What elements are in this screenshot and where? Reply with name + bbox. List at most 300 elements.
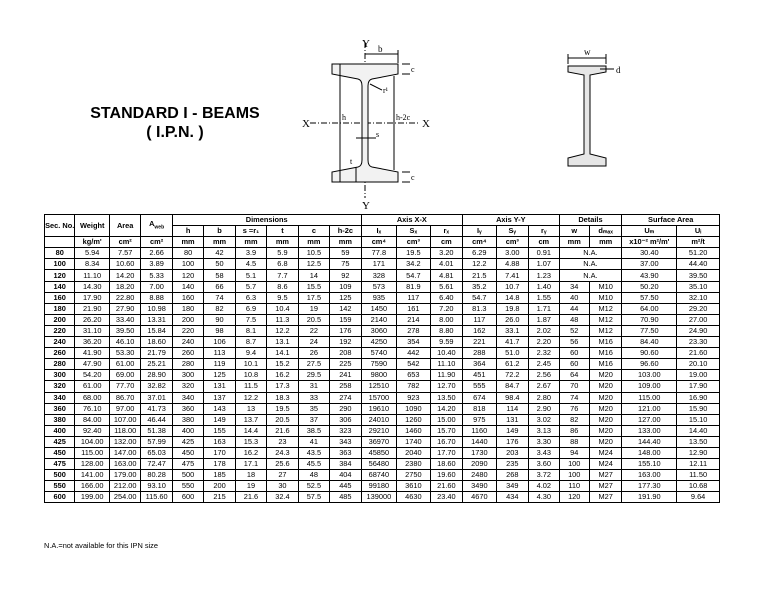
table-cell: 75 (330, 259, 362, 270)
table-cell: 53.30 (109, 348, 140, 359)
table-row (45, 436, 720, 447)
units-cell: mm (204, 237, 235, 248)
table-cell: 64.00 (622, 303, 677, 314)
dim-h-label: h (342, 113, 346, 122)
table-cell: 68.00 (75, 392, 110, 403)
table-cell: 21.5 (463, 270, 496, 281)
table-cell: 4630 (397, 492, 430, 503)
table-cell: 37.01 (141, 392, 172, 403)
table-cell: 8.80 (430, 325, 462, 336)
header-axis-yy: Axis Y-Y (463, 215, 559, 226)
table-cell: 177.30 (622, 481, 677, 492)
table-cell: 451 (463, 370, 496, 381)
table-cell: 25.21 (141, 359, 172, 370)
table-cell: 19 (235, 481, 266, 492)
table-cell: 11.10 (430, 359, 462, 370)
table-cell: 12.2 (235, 392, 266, 403)
table-cell: M12 (589, 303, 621, 314)
units-cell: mm (267, 237, 298, 248)
table-cell: 47.90 (75, 359, 110, 370)
table-cell: 29.5 (298, 370, 329, 381)
table-cell: 19.8 (496, 303, 528, 314)
table-cell: N.A. (559, 270, 622, 281)
table-cell: 2.66 (141, 248, 172, 259)
table-cell: 2.02 (529, 325, 559, 336)
table-cell: 7590 (361, 359, 397, 370)
table-cell: M20 (589, 436, 621, 447)
table-cell: 450 (172, 447, 203, 458)
table-cell: 9.64 (677, 492, 720, 503)
table-cell: M27 (589, 492, 621, 503)
table-cell: 21.60 (430, 481, 462, 492)
table-cell: 475 (45, 459, 75, 470)
table-cell: 5.61 (430, 281, 462, 292)
table-cell: M12 (589, 325, 621, 336)
table-cell: 40 (559, 292, 589, 303)
table-row (45, 248, 720, 259)
table-cell: 450 (45, 447, 75, 458)
table-cell: 5740 (361, 348, 397, 359)
table-cell: 11.90 (430, 370, 462, 381)
table-cell: M20 (589, 381, 621, 392)
table-cell: 3.89 (141, 259, 172, 270)
table-cell: M16 (589, 348, 621, 359)
table-cell: 5.7 (235, 281, 266, 292)
table-cell: 2.45 (529, 359, 559, 370)
table-cell: 14.20 (430, 403, 462, 414)
table-cell: 84.40 (622, 337, 677, 348)
table-cell: 2.20 (529, 337, 559, 348)
table-cell: 77.70 (109, 381, 140, 392)
table-cell: 36970 (361, 436, 397, 447)
table-cell: 76 (559, 403, 589, 414)
table-cell: 2480 (463, 470, 496, 481)
table-cell: 92 (330, 270, 362, 281)
table-cell: 2.90 (529, 403, 559, 414)
table-cell: 54.7 (397, 270, 430, 281)
units-cell: kg/m' (75, 237, 110, 248)
table-cell: 90 (204, 314, 235, 325)
table-cell: 36.20 (75, 337, 110, 348)
table-cell: 3.02 (529, 414, 559, 425)
table-cell: 51.0 (496, 348, 528, 359)
table-cell: 163.00 (109, 459, 140, 470)
table-cell: 100 (559, 470, 589, 481)
table-cell: 500 (172, 470, 203, 481)
page-subtitle: ( I.P.N. ) (146, 124, 204, 141)
table-cell: M24 (589, 447, 621, 458)
table-cell: 180 (172, 303, 203, 314)
table-cell: 384 (330, 459, 362, 470)
table-cell: 17.90 (677, 381, 720, 392)
table-cell: 1730 (463, 447, 496, 458)
table-cell: 17.5 (298, 292, 329, 303)
table-cell: 4.02 (529, 481, 559, 492)
table-cell: 17.70 (430, 447, 462, 458)
table-row (45, 403, 720, 414)
table-cell: 445 (330, 481, 362, 492)
table-cell: 3.30 (529, 436, 559, 447)
table-cell: 11.3 (267, 314, 298, 325)
table-cell: 782 (397, 381, 430, 392)
table-cell: 16.2 (235, 447, 266, 458)
table-cell: 6.9 (235, 303, 266, 314)
table-cell: 21.60 (677, 348, 720, 359)
table-cell: 15.70 (430, 425, 462, 436)
table-cell: 340 (172, 392, 203, 403)
table-cell: 15.5 (298, 281, 329, 292)
table-cell: 35 (298, 403, 329, 414)
table-cell: 115.00 (75, 447, 110, 458)
table-cell: M27 (589, 481, 621, 492)
units-cell: mm (559, 237, 589, 248)
table-cell: 54.20 (75, 370, 110, 381)
axis-x-left-label: X (302, 118, 310, 130)
table-cell: 118.00 (109, 425, 140, 436)
table-cell: 147.00 (109, 447, 140, 458)
units-cell: mm (298, 237, 329, 248)
table-cell: 141.00 (75, 470, 110, 481)
table-cell: 57.99 (141, 436, 172, 447)
table-cell: 159 (330, 314, 362, 325)
table-cell: 18.20 (109, 281, 140, 292)
table-cell: 18 (235, 470, 266, 481)
table-cell: 15.3 (235, 436, 266, 447)
table-cell: 10.68 (677, 481, 720, 492)
table-cell: 113 (204, 348, 235, 359)
footnote: N.A.=not available for this IPN size (44, 541, 158, 550)
table-cell: 137 (204, 392, 235, 403)
table-cell: 221 (463, 337, 496, 348)
table-cell: 240 (172, 337, 203, 348)
table-cell: 1440 (463, 436, 496, 447)
table-cell: 818 (463, 403, 496, 414)
table-cell: 1.71 (529, 303, 559, 314)
table-cell: 7.7 (267, 270, 298, 281)
table-cell: 280 (45, 359, 75, 370)
units-cell: mm (330, 237, 362, 248)
table-cell: 148.00 (622, 447, 677, 458)
table-cell: 65.03 (141, 447, 172, 458)
table-cell: 2.32 (529, 348, 559, 359)
table-cell: 10.5 (298, 248, 329, 259)
table-cell: 25.6 (267, 459, 298, 470)
table-cell: 82 (204, 303, 235, 314)
table-cell: 59 (330, 248, 362, 259)
table-cell: 160 (172, 292, 203, 303)
table-cell: 88 (559, 436, 589, 447)
table-cell: 117 (463, 314, 496, 325)
table-cell: 16.70 (430, 436, 462, 447)
table-cell: 26 (298, 348, 329, 359)
table-cell: 13.31 (141, 314, 172, 325)
table-cell: 80 (45, 248, 75, 259)
table-cell: 240 (45, 337, 75, 348)
table-cell: 2040 (397, 447, 430, 458)
dim-w-label: w (584, 47, 591, 57)
table-cell: 1090 (397, 403, 430, 414)
subheader-cell: Sₓ (397, 226, 430, 237)
units-cell: cm³ (496, 237, 528, 248)
table-row (45, 292, 720, 303)
table-cell: 4250 (361, 337, 397, 348)
table-cell: 33.40 (109, 314, 140, 325)
table-cell: 120 (559, 492, 589, 503)
table-cell: 3490 (463, 481, 496, 492)
table-cell: M16 (589, 337, 621, 348)
table-cell: 3.13 (529, 425, 559, 436)
table-cell: 15.84 (141, 325, 172, 336)
table-cell: 41.90 (75, 348, 110, 359)
table-cell: 131 (204, 381, 235, 392)
header-aweb: $A_{web}$ (141, 215, 172, 237)
table-cell: 12.90 (677, 447, 720, 458)
table-row (45, 414, 720, 425)
table-cell: 92.40 (75, 425, 110, 436)
table-cell: 320 (172, 381, 203, 392)
table-cell: 44.40 (677, 259, 720, 270)
table-cell: 1450 (361, 303, 397, 314)
subheader-cell: rₓ (430, 226, 462, 237)
table-cell: 81.9 (397, 281, 430, 292)
table-cell: 363 (330, 447, 362, 458)
table-cell: 573 (361, 281, 397, 292)
dim-b-label: b (378, 44, 383, 54)
table-cell: 18.60 (141, 337, 172, 348)
table-cell: 11.5 (235, 381, 266, 392)
table-row (45, 314, 720, 325)
table-cell: 81.3 (463, 303, 496, 314)
header-axis-xx: Axis X-X (361, 215, 462, 226)
table-cell: 3610 (397, 481, 430, 492)
table-cell: 555 (463, 381, 496, 392)
table-cell: 4.30 (529, 492, 559, 503)
table-cell: 29210 (361, 425, 397, 436)
table-cell: 51.38 (141, 425, 172, 436)
table-cell: 600 (172, 492, 203, 503)
table-cell: 139000 (361, 492, 397, 503)
table-cell: 93.10 (141, 481, 172, 492)
table-cell: N.A. (559, 248, 622, 259)
table-row (45, 392, 720, 403)
table-cell: 10.40 (430, 348, 462, 359)
units-cell: cm⁴ (463, 237, 496, 248)
table-cell: 306 (330, 414, 362, 425)
table-cell: 191.90 (622, 492, 677, 503)
table-cell: 380 (172, 414, 203, 425)
table-cell: 131 (496, 414, 528, 425)
table-cell: 110 (559, 481, 589, 492)
table-cell: 15.10 (677, 414, 720, 425)
table-cell: 9.4 (235, 348, 266, 359)
table-cell: 288 (463, 348, 496, 359)
table-cell: 52.5 (298, 481, 329, 492)
table-cell: 425 (45, 436, 75, 447)
table-cell: 30.40 (622, 248, 677, 259)
table-cell: 77.50 (622, 325, 677, 336)
subheader-cell: h (172, 226, 203, 237)
table-cell: 16.2 (267, 370, 298, 381)
table-cell: 32.82 (141, 381, 172, 392)
table-cell: 23.30 (677, 337, 720, 348)
table-cell: 20.10 (677, 359, 720, 370)
table-cell: 7.41 (496, 270, 528, 281)
table-cell: 76.10 (75, 403, 110, 414)
table-cell: 14.4 (235, 425, 266, 436)
table-body (45, 248, 720, 503)
table-row (45, 359, 720, 370)
dim-t-label: t (350, 157, 353, 166)
dim-d-label: d (616, 65, 621, 75)
table-cell: 21.90 (75, 303, 110, 314)
table-cell: 33 (298, 392, 329, 403)
table-row (45, 337, 720, 348)
table-cell: 5.9 (267, 248, 298, 259)
table-cell: 26.20 (75, 314, 110, 325)
table-cell: 19.00 (677, 370, 720, 381)
table-cell: 68740 (361, 470, 397, 481)
table-cell: 19 (298, 303, 329, 314)
table-cell: 200 (172, 314, 203, 325)
table-cell: 6.8 (267, 259, 298, 270)
table-cell: 3.72 (529, 470, 559, 481)
table-cell: 214 (397, 314, 430, 325)
table-cell: 9.59 (430, 337, 462, 348)
header-area: Area (109, 215, 140, 237)
table-cell: 45850 (361, 447, 397, 458)
table-cell: 16.90 (677, 392, 720, 403)
subheader-cell: Iₓ (361, 226, 397, 237)
table-cell: 41.73 (141, 403, 172, 414)
table-cell: 4.88 (496, 259, 528, 270)
table-cell: 98.4 (496, 392, 528, 403)
table-cell: 97.00 (109, 403, 140, 414)
table-cell: 96.60 (622, 359, 677, 370)
table-cell: 6.3 (235, 292, 266, 303)
table-cell: 19.5 (267, 403, 298, 414)
table-cell: 57.5 (298, 492, 329, 503)
table-cell: 235 (496, 459, 528, 470)
table-cell: 364 (463, 359, 496, 370)
table-cell: 360 (172, 403, 203, 414)
table-cell: 46.10 (109, 337, 140, 348)
table-cell: 45.5 (298, 459, 329, 470)
table-cell: 54.7 (463, 292, 496, 303)
table-cell: 320 (45, 381, 75, 392)
dim-h2c-label: h-2c (396, 113, 411, 122)
axis-x-right-label: X (422, 118, 430, 130)
table-row (45, 270, 720, 281)
table-cell: 2140 (361, 314, 397, 325)
table-cell: M10 (589, 281, 621, 292)
subheader-cell: rᵧ (529, 226, 559, 237)
table-cell: 44 (559, 303, 589, 314)
table-cell: 12.2 (267, 325, 298, 336)
table-cell: 171 (361, 259, 397, 270)
subheader-cell: w (559, 226, 589, 237)
table-cell: M27 (589, 470, 621, 481)
table-cell: 24.3 (267, 447, 298, 458)
table-cell: M24 (589, 459, 621, 470)
table-cell: 166.00 (75, 481, 110, 492)
table-cell: 27.90 (109, 303, 140, 314)
table-cell: 485 (330, 492, 362, 503)
table-cell: 125 (330, 292, 362, 303)
table-cell: 133.00 (622, 425, 677, 436)
table-cell: 132.00 (109, 436, 140, 447)
table-cell: 5.33 (141, 270, 172, 281)
table-cell: 14.30 (75, 281, 110, 292)
table-cell: 11.50 (677, 470, 720, 481)
table-cell: 176 (496, 436, 528, 447)
table-cell: 149 (496, 425, 528, 436)
table-cell: 4.81 (430, 270, 462, 281)
table-cell: 31 (298, 381, 329, 392)
table-cell: 100 (45, 259, 75, 270)
table-cell: 268 (496, 470, 528, 481)
table-cell: 1.87 (529, 314, 559, 325)
table-cell: 15700 (361, 392, 397, 403)
table-cell: 17.90 (75, 292, 110, 303)
table-cell: 14.1 (267, 348, 298, 359)
table-cell: 18.60 (430, 459, 462, 470)
subheader-cell: Sᵧ (496, 226, 528, 237)
table-cell: 20.5 (298, 314, 329, 325)
table-cell: 28.90 (141, 370, 172, 381)
table-cell: 109 (330, 281, 362, 292)
table-cell: 24.90 (677, 325, 720, 336)
table-cell: 8.34 (75, 259, 110, 270)
table-cell: 935 (361, 292, 397, 303)
table-cell: 225 (330, 359, 362, 370)
units-cell: x10⁻² m²/m' (622, 237, 677, 248)
units-row (45, 237, 720, 248)
table-cell: 21.6 (235, 492, 266, 503)
table-cell: 31.10 (75, 325, 110, 336)
table-cell: M10 (589, 292, 621, 303)
table-cell: 203 (496, 447, 528, 458)
table-cell: 1.40 (529, 281, 559, 292)
table-cell: 8.00 (430, 314, 462, 325)
table-cell: M20 (589, 370, 621, 381)
table-cell: 163 (204, 436, 235, 447)
table-cell: 10.60 (109, 259, 140, 270)
table-cell: 349 (496, 481, 528, 492)
header-details: Details (559, 215, 622, 226)
table-cell: 6.40 (430, 292, 462, 303)
table-cell: 3.43 (529, 447, 559, 458)
units-cell: cm² (109, 237, 140, 248)
table-cell: 550 (172, 481, 203, 492)
table-cell: 3.9 (235, 248, 266, 259)
table-cell: 13.1 (267, 337, 298, 348)
table-cell: 400 (45, 425, 75, 436)
table-cell: 400 (172, 425, 203, 436)
table-cell: 442 (397, 348, 430, 359)
table-cell: 64 (559, 370, 589, 381)
table-cell: 300 (45, 370, 75, 381)
table-cell: 1.07 (529, 259, 559, 270)
table-cell: 653 (397, 370, 430, 381)
table-cell: 22 (298, 325, 329, 336)
table-cell: 15.2 (267, 359, 298, 370)
table-cell: 220 (172, 325, 203, 336)
table-cell: 23 (267, 436, 298, 447)
table-cell: 15.00 (430, 414, 462, 425)
units-cell: mm (589, 237, 621, 248)
table-cell: 21.79 (141, 348, 172, 359)
table-cell: 107.00 (109, 414, 140, 425)
